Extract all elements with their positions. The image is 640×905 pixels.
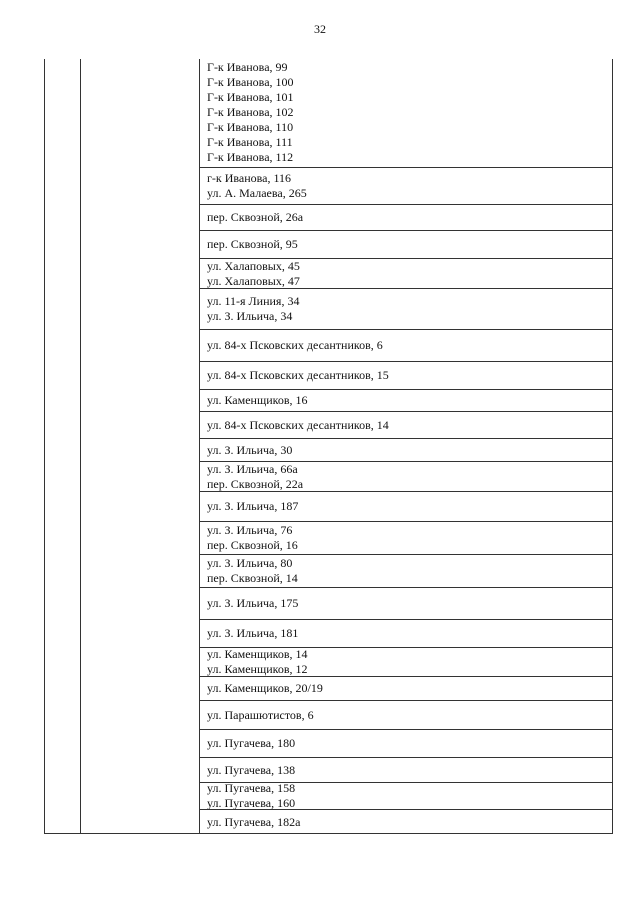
address-line: ул. Пугачева, 160 [207, 796, 296, 810]
address-line: ул. З. Ильича, 181 [207, 626, 299, 640]
address-line: ул. Каменщиков, 12 [207, 662, 308, 676]
address-line: ул. Пугачева, 182а [207, 814, 301, 829]
address-line: ул. Парашютистов, 6 [207, 707, 314, 722]
table-row [199, 809, 612, 834]
table-row [199, 258, 612, 288]
table-row [199, 59, 612, 167]
address-line: ул. Пугачева, 138 [207, 762, 296, 777]
table-row [199, 167, 612, 204]
table-row [199, 491, 612, 521]
table-row [199, 461, 612, 491]
table-row [199, 288, 612, 329]
address-line: пер. Сквозной, 16 [207, 538, 298, 552]
address-line: Г-к Иванова, 111 [207, 135, 293, 149]
table-row [199, 554, 612, 587]
table-row [199, 204, 612, 230]
address-line: Г-к Иванова, 101 [207, 90, 294, 104]
address-line: ул. Каменщиков, 20/19 [207, 681, 323, 695]
address-line: ул. З. Ильича, 66а [207, 461, 298, 476]
address-line: ул. З. Ильича, 80 [207, 556, 293, 570]
table-row [199, 729, 612, 757]
address-line: пер. Сквозной, 95 [207, 237, 298, 251]
address-line: Г-к Иванова, 112 [207, 150, 294, 164]
address-line: г-к Иванова, 116 [207, 171, 292, 185]
table-row [199, 230, 612, 258]
address-line: Г-к Иванова, 99 [207, 60, 288, 74]
address-line: ул. 84-х Псковских десантников, 14 [207, 417, 389, 432]
address-line: пер. Сквозной, 14 [207, 571, 298, 585]
address-line: ул. Халаповых, 47 [207, 273, 300, 288]
address-line: ул. Каменщиков, 16 [207, 393, 308, 407]
table-left-border [44, 59, 45, 834]
table-row [199, 647, 612, 676]
table-row [199, 676, 612, 700]
table-row [199, 411, 612, 438]
page-number: 32 [314, 22, 326, 36]
table-row [199, 700, 612, 729]
address-line: ул. З. Ильича, 76 [207, 523, 293, 537]
address-line: пер. Сквозной, 22а [207, 476, 304, 491]
table-row [199, 329, 612, 361]
table-row [199, 521, 612, 554]
table-row [199, 782, 612, 809]
address-line: ул. 11-я Линия, 34 [207, 294, 300, 308]
address-line: ул. 84-х Псковских десантников, 15 [207, 368, 389, 382]
address-table [44, 59, 612, 834]
table-row [199, 389, 612, 411]
address-line: пер. Сквозной, 26а [207, 210, 304, 224]
address-line: ул. Пугачева, 180 [207, 736, 296, 750]
table-row [199, 361, 612, 389]
table-row [199, 757, 612, 782]
address-line: ул. З. Ильича, 175 [207, 596, 299, 610]
address-line: Г-к Иванова, 100 [207, 75, 294, 89]
table-column-divider [80, 59, 81, 834]
table-bottom-border [44, 833, 612, 834]
address-line: ул. Халаповых, 45 [207, 258, 300, 273]
address-line: ул. З. Ильича, 187 [207, 499, 299, 513]
address-line: ул. Каменщиков, 14 [207, 647, 308, 661]
table-row [199, 619, 612, 647]
address-line: ул. З. Ильича, 34 [207, 309, 293, 323]
table-row [199, 438, 612, 461]
address-line: ул. Пугачева, 158 [207, 781, 296, 795]
table-right-border [612, 59, 613, 834]
address-line: Г-к Иванова, 102 [207, 105, 294, 119]
address-line: ул. А. Малаева, 265 [207, 186, 307, 200]
address-line: Г-к Иванова, 110 [207, 120, 294, 134]
address-line: ул. З. Ильича, 30 [207, 442, 293, 457]
address-line: ул. 84-х Псковских десантников, 6 [207, 338, 383, 352]
table-row [199, 587, 612, 619]
